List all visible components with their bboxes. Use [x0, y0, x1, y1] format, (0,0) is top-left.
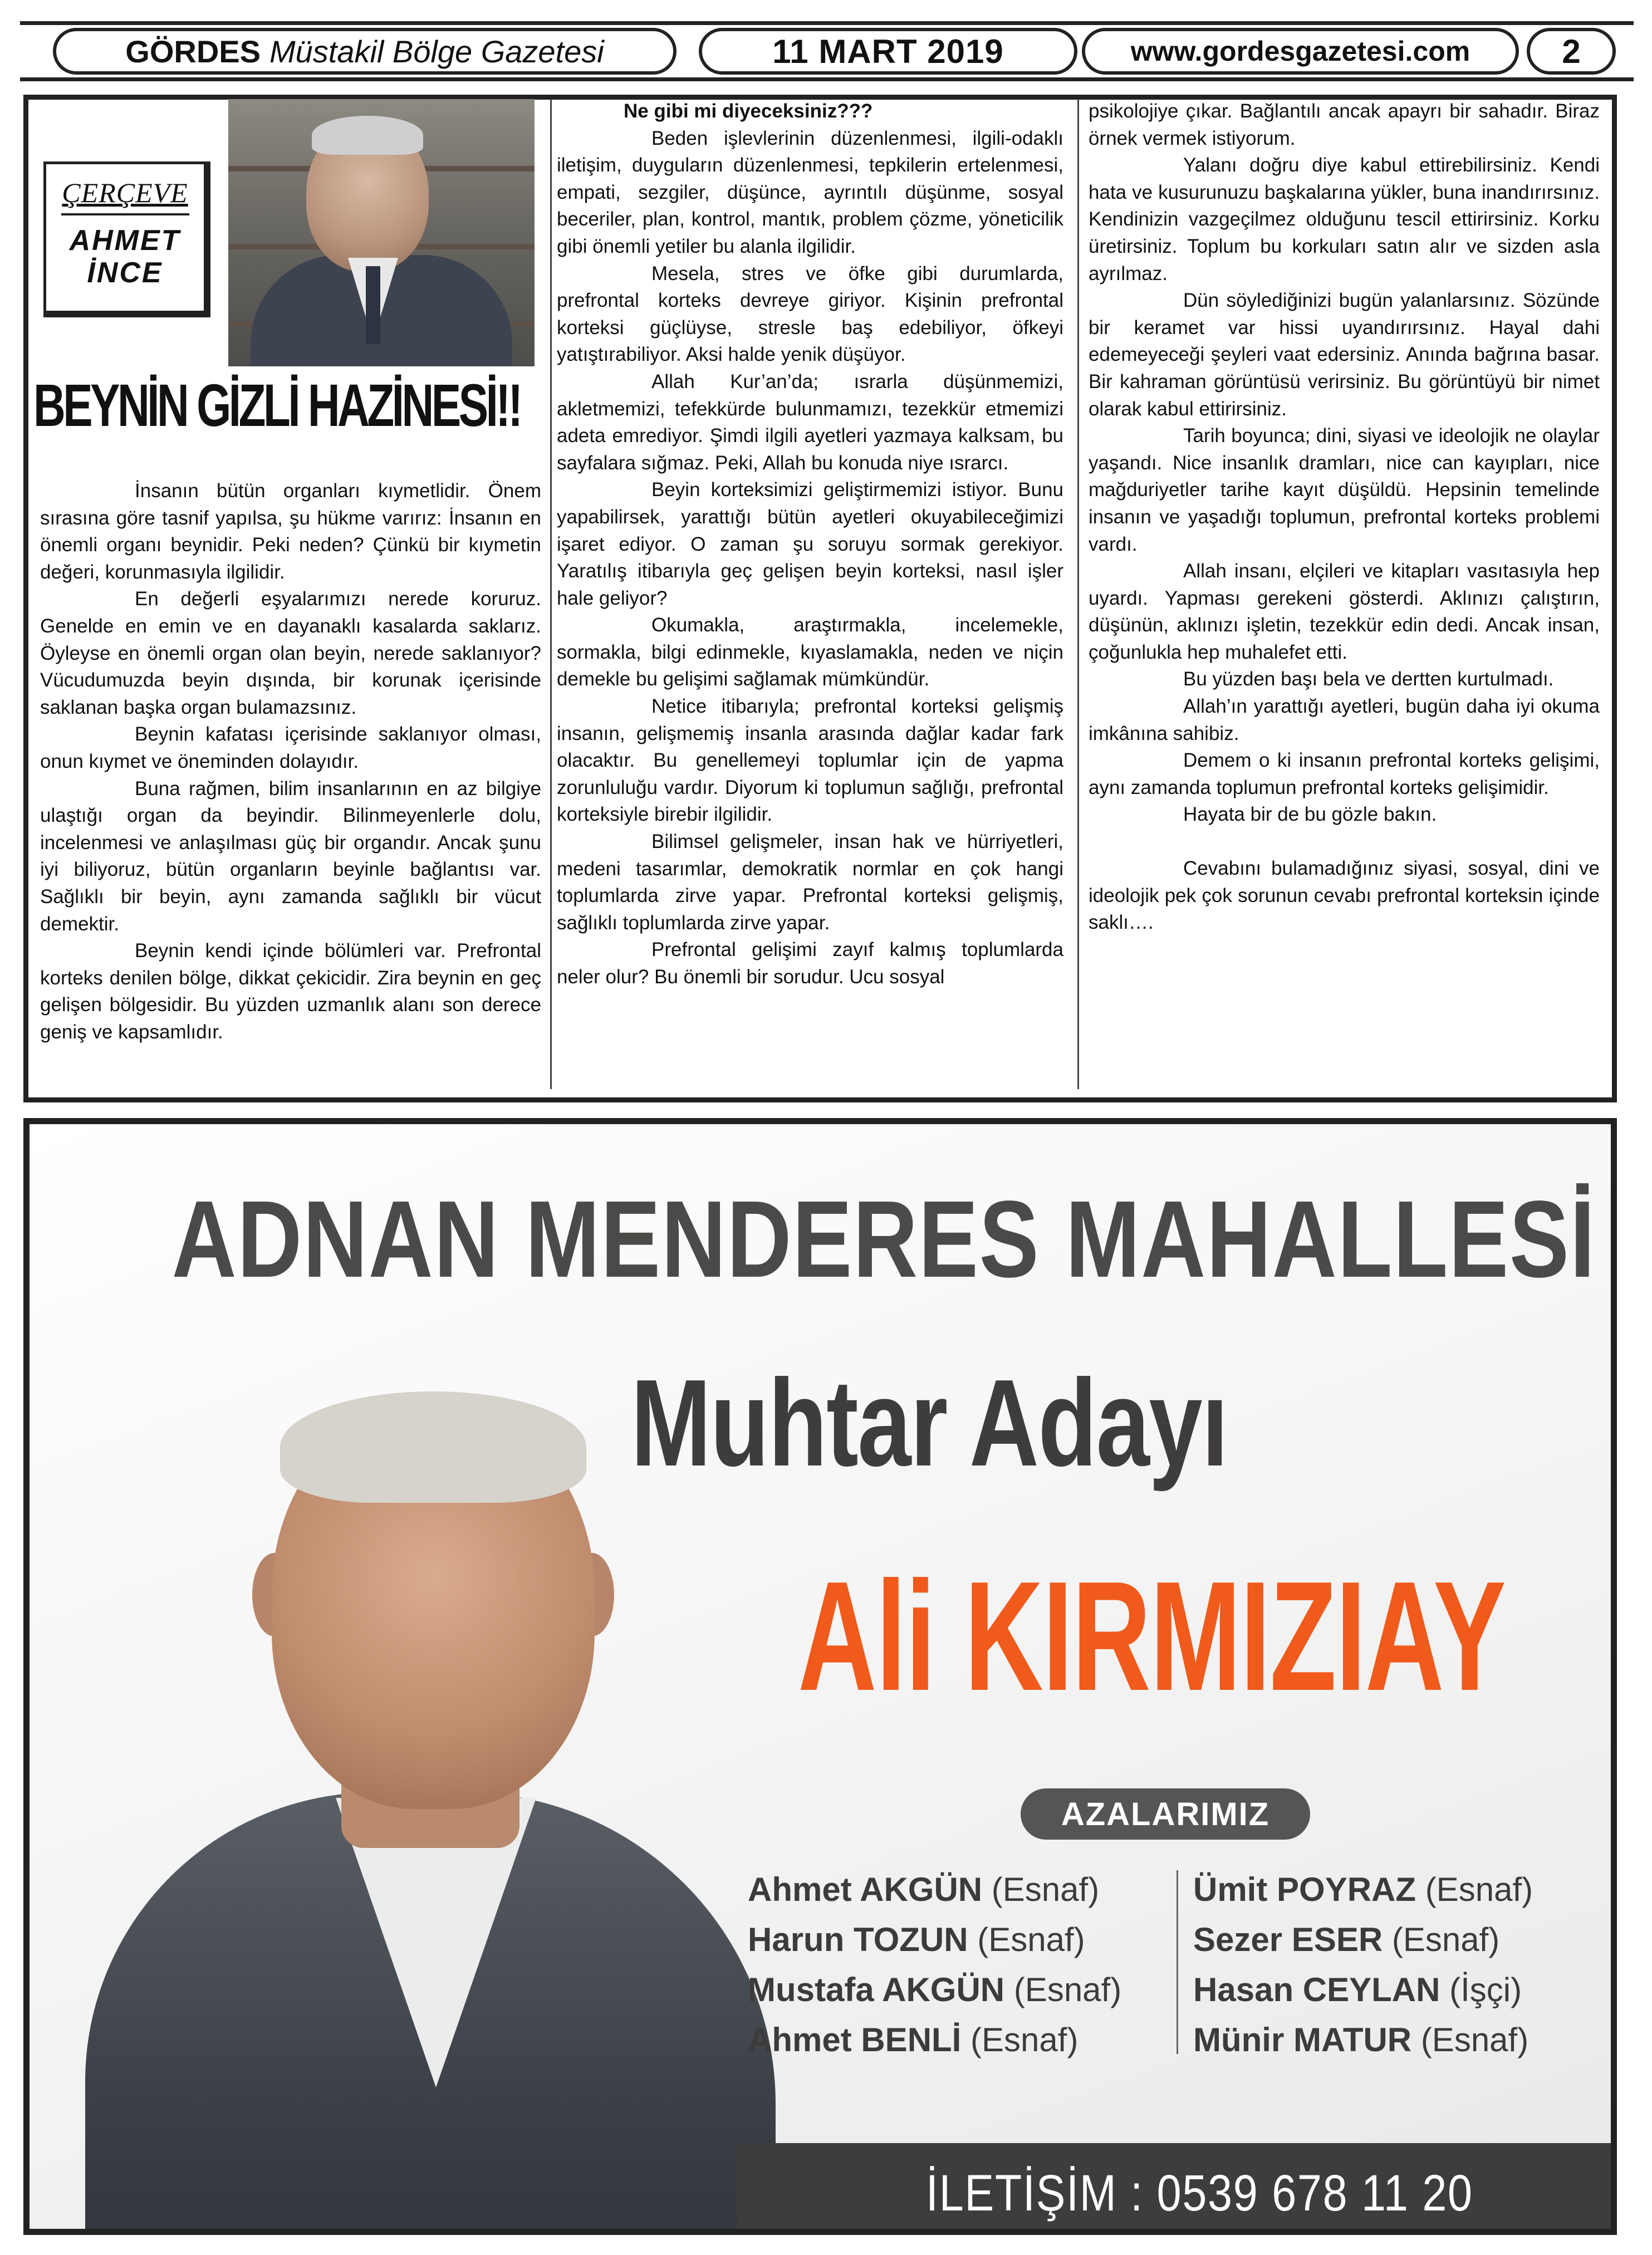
- author-first-name: AHMET: [69, 224, 181, 257]
- list-item: Ahmet BENLİ (Esnaf): [748, 2021, 1079, 2058]
- paper-subtitle: Müstakil Bölge Gazetesi: [269, 33, 604, 69]
- author-photo: [228, 99, 535, 366]
- photo-hair: [312, 116, 423, 155]
- paragraph: psikolojiye çıkar. Bağlantılı ancak apayrı bir sahadır. Biraz örnek vermek istiyorum.: [1089, 100, 1600, 149]
- paragraph: Beyin korteksimizi geliştirmemizi istiyor. Bunu yapabilirsek, yarattığı bütün ayetleri okuyabileceğimizi işaret ediyor. O zaman şu soruyu sormak gerekiyor. Yaratılış itibarıyla geç gelişen beyin korteksi, nasıl işler hale geliyor?: [557, 479, 1063, 609]
- paragraph: Beynin kendi içinde bölümleri var. Prefrontal korteks denilen bölge, dikkat çekicidir. Zira beynin en geç gelişen bölgesidir. Bu yüzden uzmanlık alanı son derece geniş ve kapsamlıdır.: [40, 940, 541, 1043]
- list-item: Ümit POYRAZ (Esnaf): [1193, 1871, 1533, 1908]
- paragraph: Beden işlevlerinin düzenlenmesi, ilgili-odaklı iletişim, duyguların düzenlenmesi, tepkilerin ertelenmesi, empati, sezgiler, düşünce, ayrıntılı düşünme, sosyal beceriler, plan, kontrol, mantık, problem çözme, yöneticilik gibi önemli yetiler bu alanla ilgilidir.: [557, 127, 1063, 257]
- campaign-advertisement: [23, 1118, 1617, 2235]
- paragraph: Yalanı doğru diye kabul ettirebilirsiniz. Kendi hata ve kusurunuzu başkalarına yükler, buna inandırırsınız. Kendinizin vazgeçilmez olduğunu tescil ettirirsiniz. Korku üretirsiniz. Toplum bu korkuları satın alır ve sizden asla ayrılmaz.: [1089, 154, 1600, 285]
- column-divider: [550, 99, 552, 1089]
- members-label: AZALARIMIZ: [1021, 1788, 1310, 1840]
- article-column-3: [1089, 98, 1600, 937]
- issue-date: 11 MART 2019: [699, 28, 1077, 75]
- list-item: Münir MATUR (Esnaf): [1193, 2021, 1529, 2058]
- column-logo-rule: [61, 213, 189, 215]
- article-column-1: [40, 478, 541, 1046]
- paragraph: Netice itibarıyla; prefrontal korteksi gelişmiş insanın, gelişmemiş insanla arasında dağlar kadar fark olacaktır. Bu genellemeyi toplumlar için de yapma zorunluluğu vardır. Diyorum ki toplumun sağlığı, prefrontal korteksiyle birebir ilgilidir.: [557, 695, 1063, 826]
- paragraph: Hayata bir de bu gözle bakın.: [1183, 803, 1437, 826]
- contact-phone[interactable]: İLETİŞİM : 0539 678 11 20: [926, 2165, 1473, 2222]
- paragraph: Demem o ki insanın prefrontal korteks gelişimi, aynı zamanda toplumun prefrontal korteks gelişimidir.: [1089, 749, 1600, 798]
- list-item: Sezer ESER (Esnaf): [1193, 1921, 1500, 1958]
- members-list-right: [1193, 1865, 1533, 2065]
- article-column-2: [557, 98, 1063, 991]
- paragraph: Okumakla, araştırmakla, incelemekle, sormakla, bilgi edinmekle, kıyaslamakla, neden ve niçin demekle bu gelişimi sağlamak mümkündür.: [557, 614, 1063, 690]
- candidate-hair: [280, 1391, 586, 1503]
- closing-paragraph: Cevabını bulamadığınız siyasi, sosyal, dini ve ideolojik pek çok sorunun cevabı prefrontal korteksin içinde saklı….: [1089, 857, 1600, 934]
- candidate-name: Ali KIRMIZIAY: [798, 1550, 1506, 1723]
- paper-name: GÖRDES: [125, 33, 261, 69]
- paragraph-gap: [1089, 829, 1600, 855]
- list-item: Harun TOZUN (Esnaf): [748, 1921, 1085, 1958]
- paragraph: İnsanın bütün organları kıymetlidir. Önem sırasına göre tasnif yapılsa, şu hükme varırız: İnsanın en önemli organı beynidir. Peki neden? Çünkü bir kıymetin değeri, korunmasıyla ilgilidir.: [40, 480, 541, 583]
- paragraph: Tarih boyunca; dini, siyasi ve ideolojik ne olaylar yaşandı. Nice insanlık dramları, nice can kayıpları, nice mağduriyetler tarihe kayıt düşüldü. Hepsinin temelinde insanın ve yaşadığı toplumun, prefrontal korteks problemi vardı.: [1089, 425, 1600, 555]
- members-list-left: [748, 1865, 1121, 2065]
- list-item: Ahmet AKGÜN (Esnaf): [748, 1871, 1100, 1908]
- author-last-name: İNCE: [87, 257, 163, 289]
- paragraph: En değerli eşyalarımızı nerede koruruz. Genelde en emin ve en dayanaklı kasalarda saklarız. Öyleyse en önemli organ olan beyin, nerede saklanıyor? Vücudumuzda beyin dışında, bir korunak içerisinde saklanan başka organ bulamazsınız.: [40, 588, 541, 718]
- paragraph: Allah insanı, elçileri ve kitapları vasıtasıyla hep uyardı. Yapması gerekeni gösterdi. Aklınızı çalıştırın, düşünün, aklınızı işletin, tezekkür edin dedi. Ancak insan, çoğunlukla hep muhalefet etti.: [1089, 560, 1600, 663]
- article-headline: BEYNİN GİZLİ HAZİNESİ!!: [33, 371, 521, 439]
- ad-subheading: Muhtar Adayı: [631, 1354, 1228, 1492]
- candidate-photo: [74, 1369, 787, 2235]
- list-item: Hasan CEYLAN (İşçi): [1193, 1971, 1522, 2008]
- paragraph: Buna rağmen, bilim insanlarının en az bilgiye ulaştığı organ da beyindir. Bilinmeyenlerle dolu, incelenmesi ve anlaşılması güç bir organdır. Ancak şunu iyi biliyoruz, bütün organların beyinle bağlantısı var. Sağlıklı bir beyin, aynı zamanda sağlıklı bir vücut demektir.: [40, 777, 541, 935]
- contact-bar: [737, 2143, 1617, 2235]
- photo-tie: [366, 266, 380, 344]
- paragraph: Beynin kafatası içerisinde saklanıyor olması, onun kıymet ve öneminden dolayıdır.: [40, 723, 541, 772]
- paragraph: Dün söylediğinizi bugün yalanlarsınız. Sözünde bir keramet var hissi uyandırırsınız. Hayal dahi edemeyeceği şeyleri vaat edersiniz. Anında bağrına basar. Bir kahraman görüntüsü verirsiniz. Bu görüntüyü bir nimet olarak kabul ettirirsiniz.: [1089, 290, 1600, 420]
- paragraph: Allah’ın yarattığı ayetleri, bugün daha iyi okuma imkânına sahibiz.: [1089, 695, 1600, 744]
- column-logo: [43, 161, 210, 317]
- column-divider: [1077, 99, 1079, 1089]
- paragraph: Allah Kur’an’da; ısrarla düşünmemizi, akletmemizi, tefekkürde bulunmamızı, tezekkür etmemizi adeta emrediyor. Şimdi ilgili ayetleri yazmaya kalksam, bu sayfalara sığmaz. Peki, Allah bu konuda niye ısrarcı.: [557, 370, 1063, 474]
- paragraph: Bilimsel gelişmeler, insan hak ve hürriyetleri, medeni tasarımlar, demokratik normlar en çok hangi toplumlarda zirve yapar. Prefrontal korteksi gelişmiş, sağlıklı toplumlarda zirve yapar.: [557, 831, 1063, 934]
- website-link[interactable]: www.gordesgazetesi.com: [1082, 28, 1519, 75]
- ad-neighbourhood-heading: ADNAN MENDERES MAHALLESİ: [171, 1178, 1596, 1300]
- paragraph: Mesela, stres ve öfke gibi durumlarda, prefrontal korteks devreye giriyor. Kişinin prefrontal korteksi güçlüyse, stresle baş edebiliyor, öfkeyi yatıştırabiliyor. Aksi halde yenik düşüyor.: [557, 262, 1063, 366]
- members-divider: [1177, 1870, 1178, 2054]
- page-number: 2: [1527, 28, 1616, 75]
- paragraph: Bu yüzden başı bela ve dertten kurtulmadı.: [1183, 668, 1554, 690]
- list-item: Mustafa AKGÜN (Esnaf): [748, 1971, 1122, 2008]
- article-subheading: Ne gibi mi diyeceksiniz???: [624, 100, 873, 122]
- paper-title-pill: [53, 28, 677, 75]
- column-logo-title: ÇERÇEVE: [62, 177, 188, 208]
- paragraph: Prefrontal gelişimi zayıf kalmış toplumlarda neler olur? Bu önemli bir sorudur. Ucu sosyal: [557, 939, 1063, 988]
